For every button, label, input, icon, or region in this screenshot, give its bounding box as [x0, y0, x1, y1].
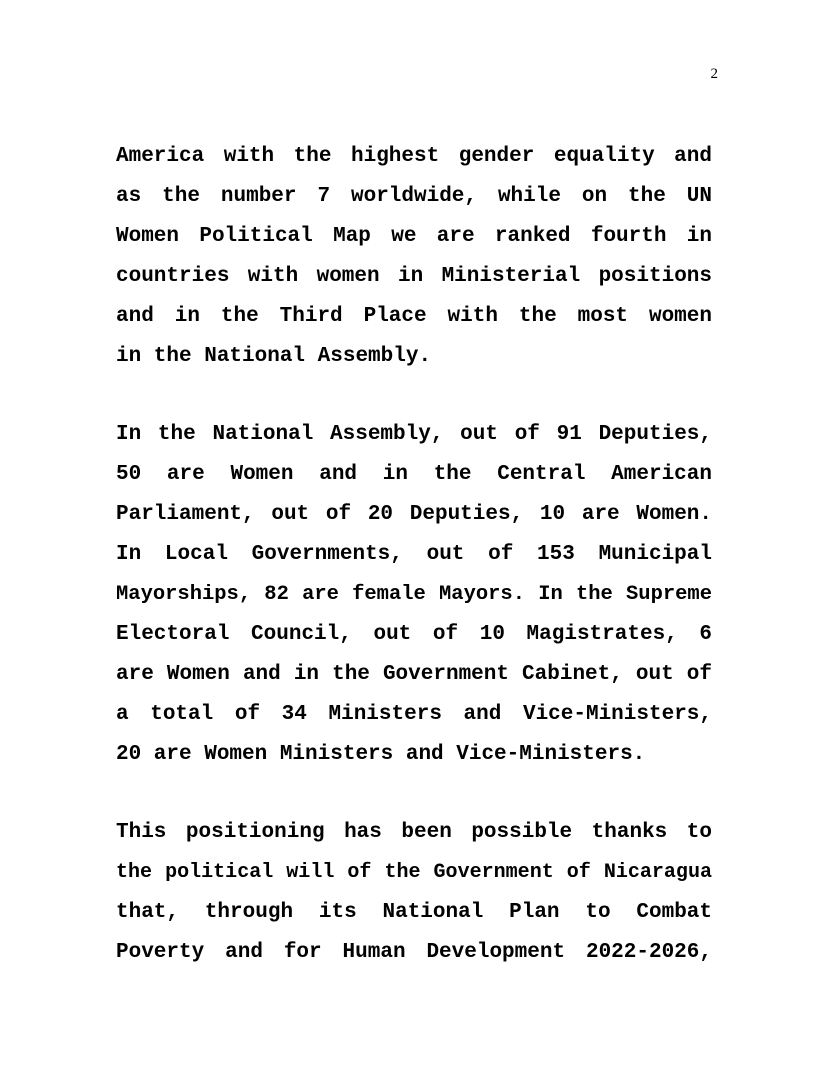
- text-line: and in the Third Place with the most women: [116, 305, 712, 328]
- text-line: that, through its National Plan to Combat: [116, 901, 712, 924]
- text-line: Electoral Council, out of 10 Magistrates, 6: [116, 623, 712, 646]
- text-line: Mayorships, 82 are female Mayors. In the Supreme: [116, 583, 712, 606]
- text-line: America with the highest gender equality and: [116, 145, 712, 168]
- text-line: Poverty and for Human Development 2022-2026,: [116, 941, 712, 964]
- text-line: countries with women in Ministerial positions: [116, 265, 712, 288]
- text-line: a total of 34 Ministers and Vice-Ministers,: [116, 703, 712, 726]
- page-number: 2: [710, 66, 718, 82]
- text-line: Women Political Map we are ranked fourth in: [116, 225, 712, 248]
- text-line: In Local Governments, out of 153 Municipal: [116, 543, 712, 566]
- document-body: [116, 137, 712, 973]
- text-line: the political will of the Government of Nicaragua: [116, 861, 712, 884]
- text-line: In the National Assembly, out of 91 Deputies,: [116, 423, 712, 446]
- text-line: 50 are Women and in the Central American: [116, 463, 712, 486]
- text-line: 20 are Women Ministers and Vice-Ministers.: [116, 743, 646, 766]
- text-line: in the National Assembly.: [116, 345, 432, 368]
- paragraph-3: [116, 813, 712, 973]
- text-line: as the number 7 worldwide, while on the UN: [116, 185, 712, 208]
- text-line: are Women and in the Government Cabinet, out of: [116, 663, 712, 686]
- paragraph-1: [116, 137, 712, 377]
- text-line: This positioning has been possible thanks to: [116, 821, 712, 844]
- text-line: Parliament, out of 20 Deputies, 10 are Women.: [116, 503, 712, 526]
- paragraph-2: [116, 415, 712, 775]
